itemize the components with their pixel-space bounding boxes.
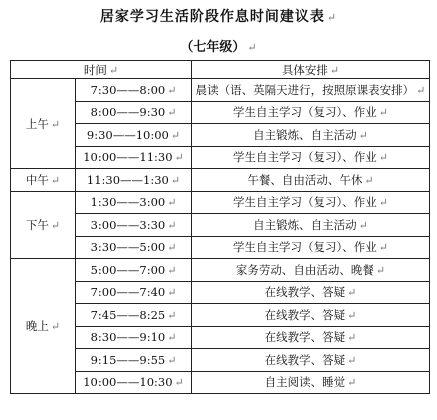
activity-cell: 自主锻炼、自主活动 ↵: [192, 124, 430, 147]
table-row: [11, 79, 430, 102]
schedule-table: [10, 60, 430, 394]
document-title: [0, 6, 437, 26]
table-row: [11, 169, 430, 192]
activity-cell: 在线教学、答疑 ↵: [192, 304, 430, 327]
period-cell: 下午 ↵: [11, 191, 76, 259]
period-cell: 晚上 ↵: [11, 259, 76, 394]
title-text: 居家学习生活阶段作息时间建议表: [99, 9, 325, 25]
activity-cell: 在线教学、答疑 ↵: [192, 349, 430, 372]
subtitle-text: （七年级）: [180, 40, 246, 55]
paragraph-mark: ↵: [247, 41, 257, 54]
time-cell: 3:30——5:00 ↵: [76, 236, 192, 259]
table-row: [11, 191, 430, 214]
period-cell: 中午 ↵: [11, 169, 76, 192]
time-cell: 11:30——1:30 ↵: [76, 169, 192, 192]
activity-cell: 晨读（语、英隔天进行，按照原课表安排） ↵: [192, 79, 430, 102]
table-row: [11, 259, 430, 282]
time-cell: 8:30——9:10 ↵: [76, 326, 192, 349]
activity-cell: 学生自主学习（复习）、作业 ↵: [192, 236, 430, 259]
time-cell: 10:00——10:30 ↵: [76, 371, 192, 394]
time-cell: 7:00——7:40 ↵: [76, 281, 192, 304]
time-cell: 7:45——8:25 ↵: [76, 304, 192, 327]
period-cell: 上午 ↵: [11, 79, 76, 169]
activity-cell: 自主阅读、睡觉 ↵: [192, 371, 430, 394]
activity-cell: 在线教学、答疑 ↵: [192, 326, 430, 349]
header-arrangement: 具体安排 ↵: [192, 61, 430, 79]
paragraph-mark: ↵: [326, 11, 338, 24]
time-cell: 10:00——11:30 ↵: [76, 146, 192, 169]
time-cell: 3:00——3:30 ↵: [76, 214, 192, 237]
activity-cell: 自主锻炼、自主活动 ↵: [192, 214, 430, 237]
schedule-body: [11, 79, 430, 394]
activity-cell: 午餐、自由活动、午休 ↵: [192, 169, 430, 192]
activity-cell: 学生自主学习（复习）、作业 ↵: [192, 191, 430, 214]
time-cell: 8:00——9:30 ↵: [76, 101, 192, 124]
time-cell: 9:30——10:00 ↵: [76, 124, 192, 147]
activity-cell: 学生自主学习（复习）、作业 ↵: [192, 101, 430, 124]
time-cell: 5:00——7:00 ↵: [76, 259, 192, 282]
header-time: 时间 ↵: [11, 61, 192, 79]
document-subtitle: [0, 36, 437, 55]
time-cell: 9:15——9:55 ↵: [76, 349, 192, 372]
table-header-row: [11, 61, 430, 79]
activity-cell: 在线教学、答疑 ↵: [192, 281, 430, 304]
activity-cell: 家务劳动、自由活动、晚餐 ↵: [192, 259, 430, 282]
time-cell: 7:30——8:00 ↵: [76, 79, 192, 102]
activity-cell: 学生自主学习（复习）、作业 ↵: [192, 146, 430, 169]
time-cell: 1:30——3:00 ↵: [76, 191, 192, 214]
